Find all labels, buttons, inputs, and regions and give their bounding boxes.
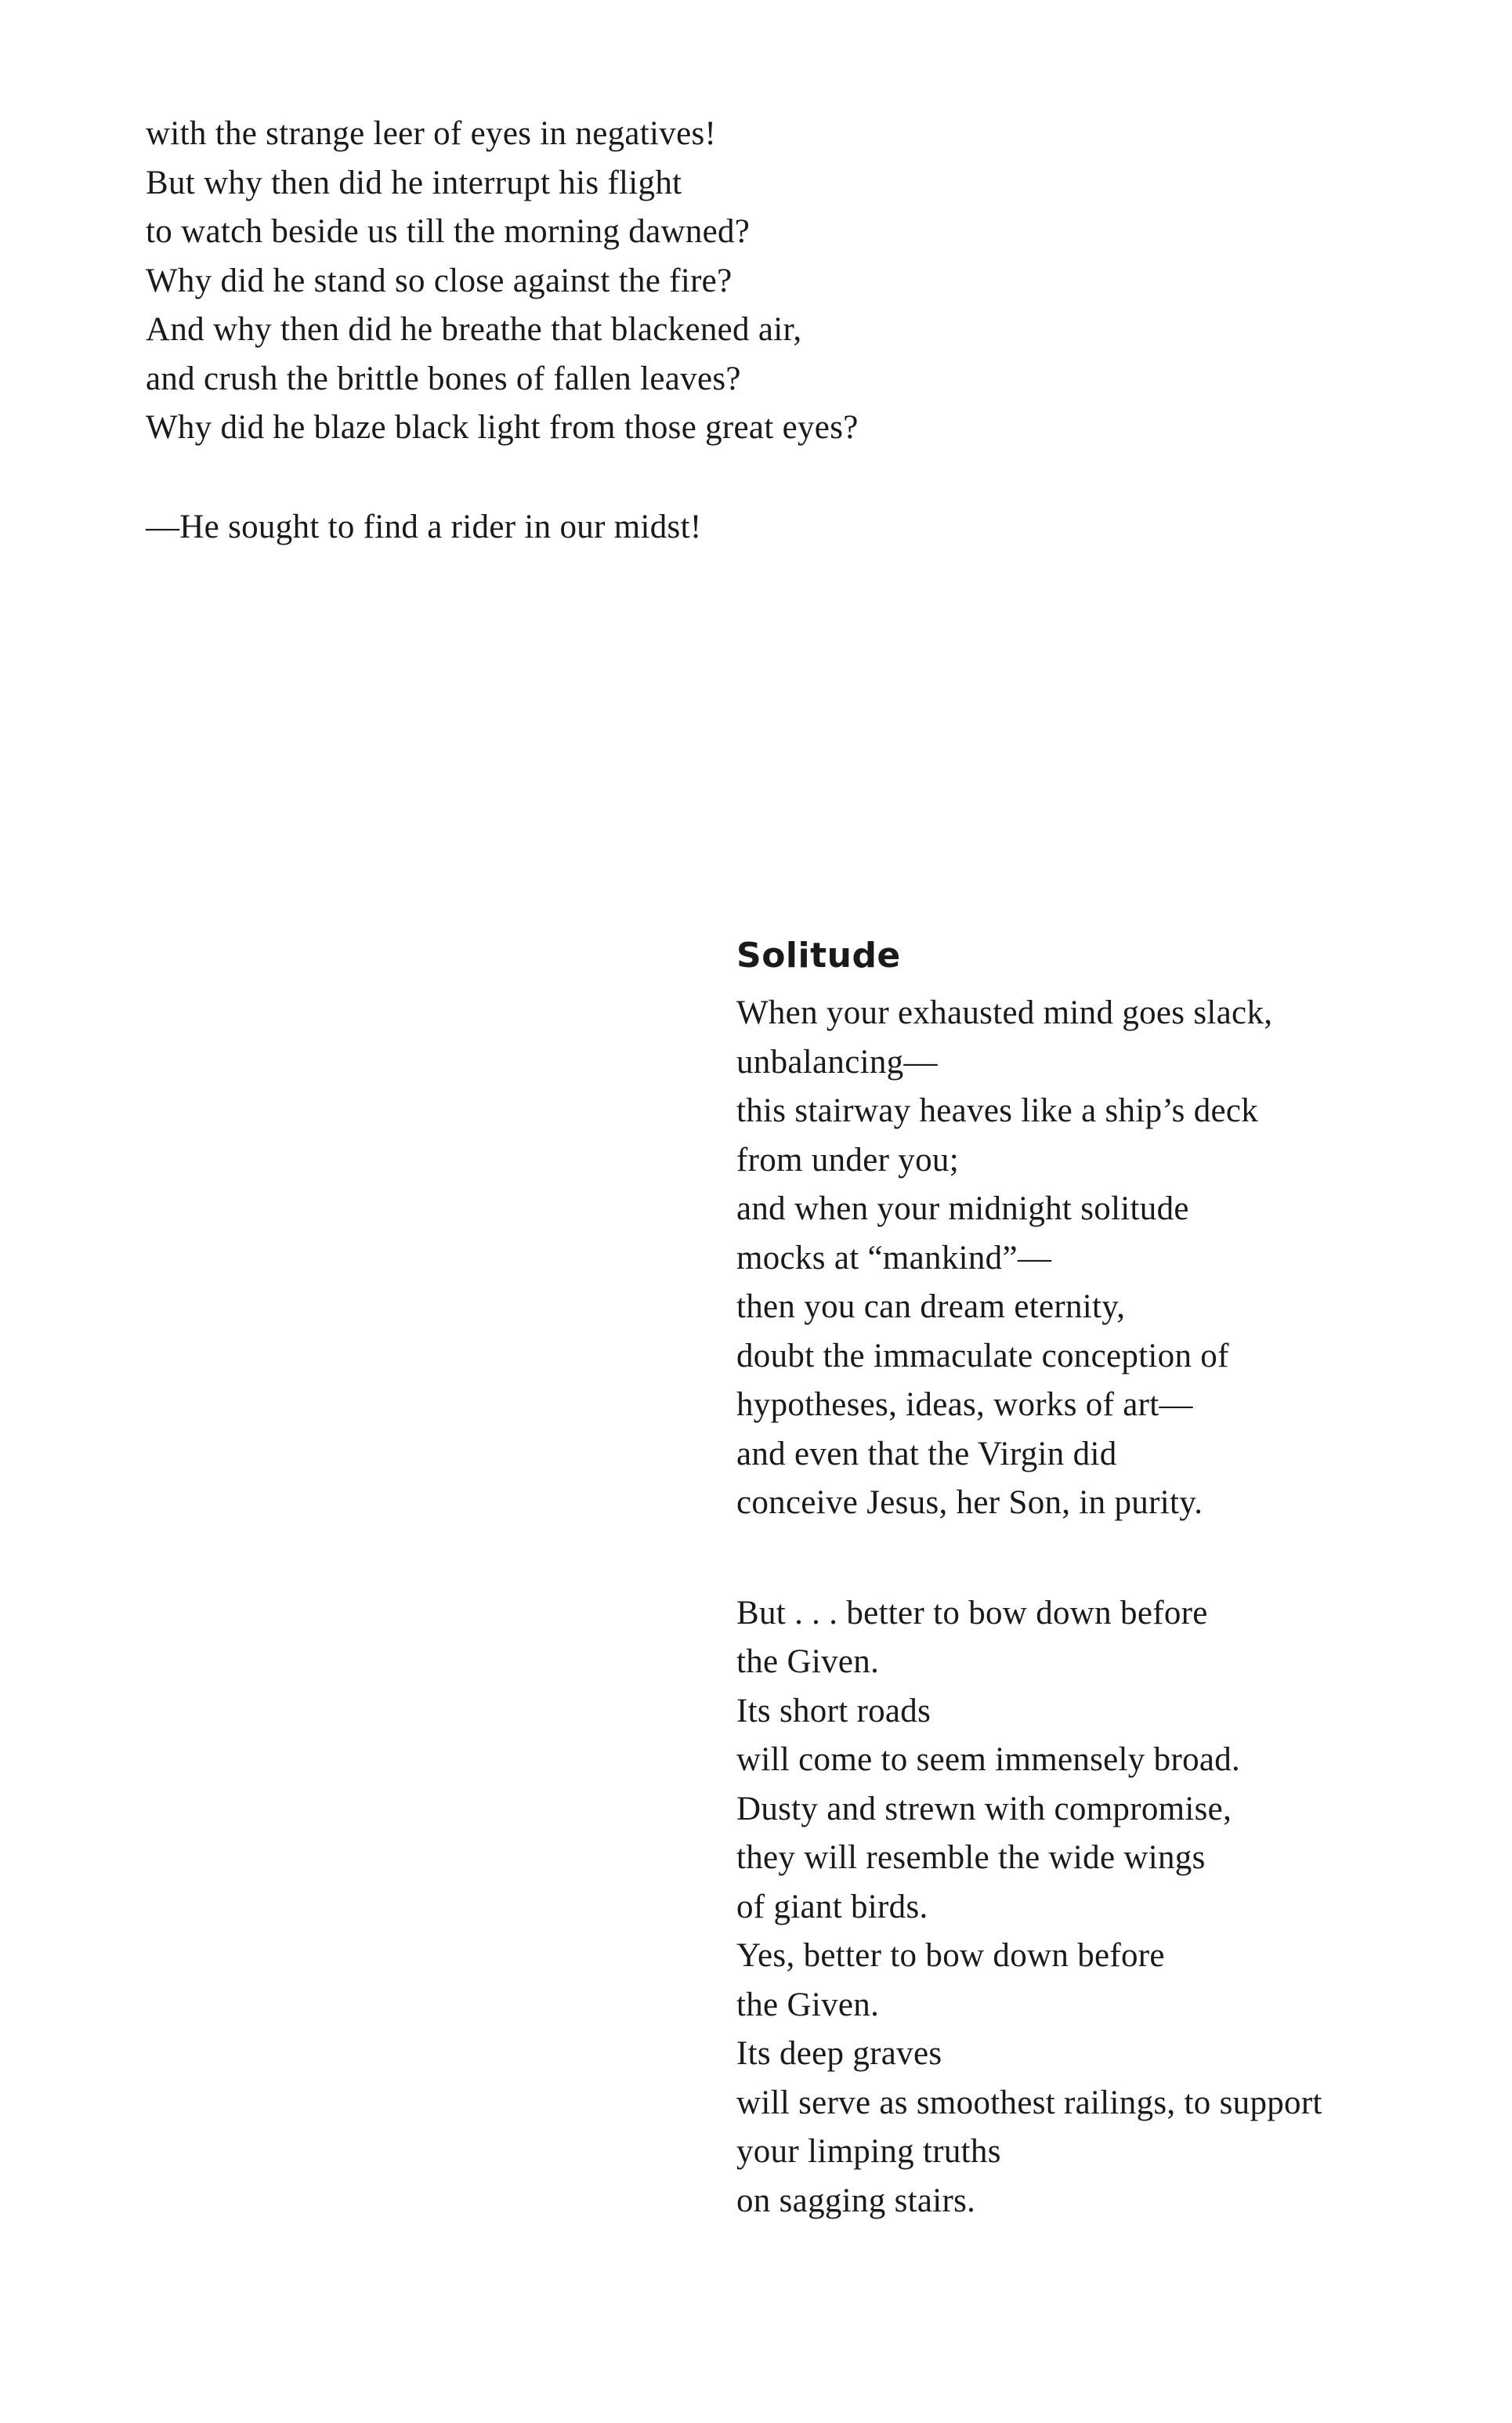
poem-line: the Given. (736, 1986, 880, 2023)
poem-line: they will resemble the wide wings (736, 1839, 1206, 1876)
poem-line: But . . . better to bow down before (736, 1594, 1208, 1632)
poem-line: and when your midnight solitude (736, 1190, 1189, 1227)
poem-line: of giant birds. (736, 1888, 928, 1925)
poem-line: hypotheses, ideas, works of art— (736, 1386, 1193, 1423)
poem-line: Dusty and strewn with compromise, (736, 1790, 1232, 1827)
poem-line: When your exhausted mind goes slack, (736, 994, 1273, 1031)
poem-line: to watch beside us till the morning dawned? (146, 213, 751, 250)
poem-line: the Given. (736, 1643, 880, 1680)
poem-line: Why did he stand so close against the fire? (146, 262, 732, 299)
poem-title: Solitude (736, 936, 901, 976)
poem-line: then you can dream eternity, (736, 1288, 1126, 1325)
poem-line: this stairway heaves like a ship’s deck (736, 1092, 1259, 1129)
poem-closing-line: —He sought to find a rider in our midst! (146, 508, 702, 545)
poem-line: doubt the immaculate conception of (736, 1337, 1229, 1374)
stanza-gap (736, 1528, 1441, 1589)
poem-line: with the strange leer of eyes in negatives! (146, 115, 717, 152)
solitude-stanza-2 (736, 1589, 1441, 2226)
poem-line: Its deep graves (736, 2035, 942, 2072)
stanza-gap (146, 453, 1007, 503)
poem-line: from under you; (736, 1141, 959, 1179)
poem-line: Why did he blaze black light from those great eyes? (146, 409, 859, 446)
poem-line: And why then did he breathe that blackened air, (146, 311, 802, 348)
solitude-poem (736, 933, 1441, 2226)
poem-line: unbalancing— (736, 1043, 938, 1081)
poem-line: But why then did he interrupt his flight (146, 164, 682, 201)
poem-line: conceive Jesus, her Son, in purity. (736, 1484, 1203, 1521)
fragment-stanza (146, 110, 1007, 453)
poem-line: and crush the brittle bones of fallen leaves? (146, 360, 741, 397)
poem-line: will serve as smoothest railings, to support (736, 2084, 1322, 2121)
poem-line: Yes, better to bow down before (736, 1937, 1165, 1974)
poem-line: Its short roads (736, 1692, 931, 1729)
poem-line: your limping truths (736, 2133, 1001, 2170)
poem-line: will come to seem immensely broad. (736, 1741, 1241, 1778)
poem-fragment (146, 110, 1007, 552)
poem-line: mocks at “mankind”— (736, 1239, 1052, 1277)
poem-line: on sagging stairs. (736, 2182, 976, 2219)
poem-line: and even that the Virgin did (736, 1435, 1117, 1472)
solitude-stanza-1 (736, 989, 1441, 1528)
